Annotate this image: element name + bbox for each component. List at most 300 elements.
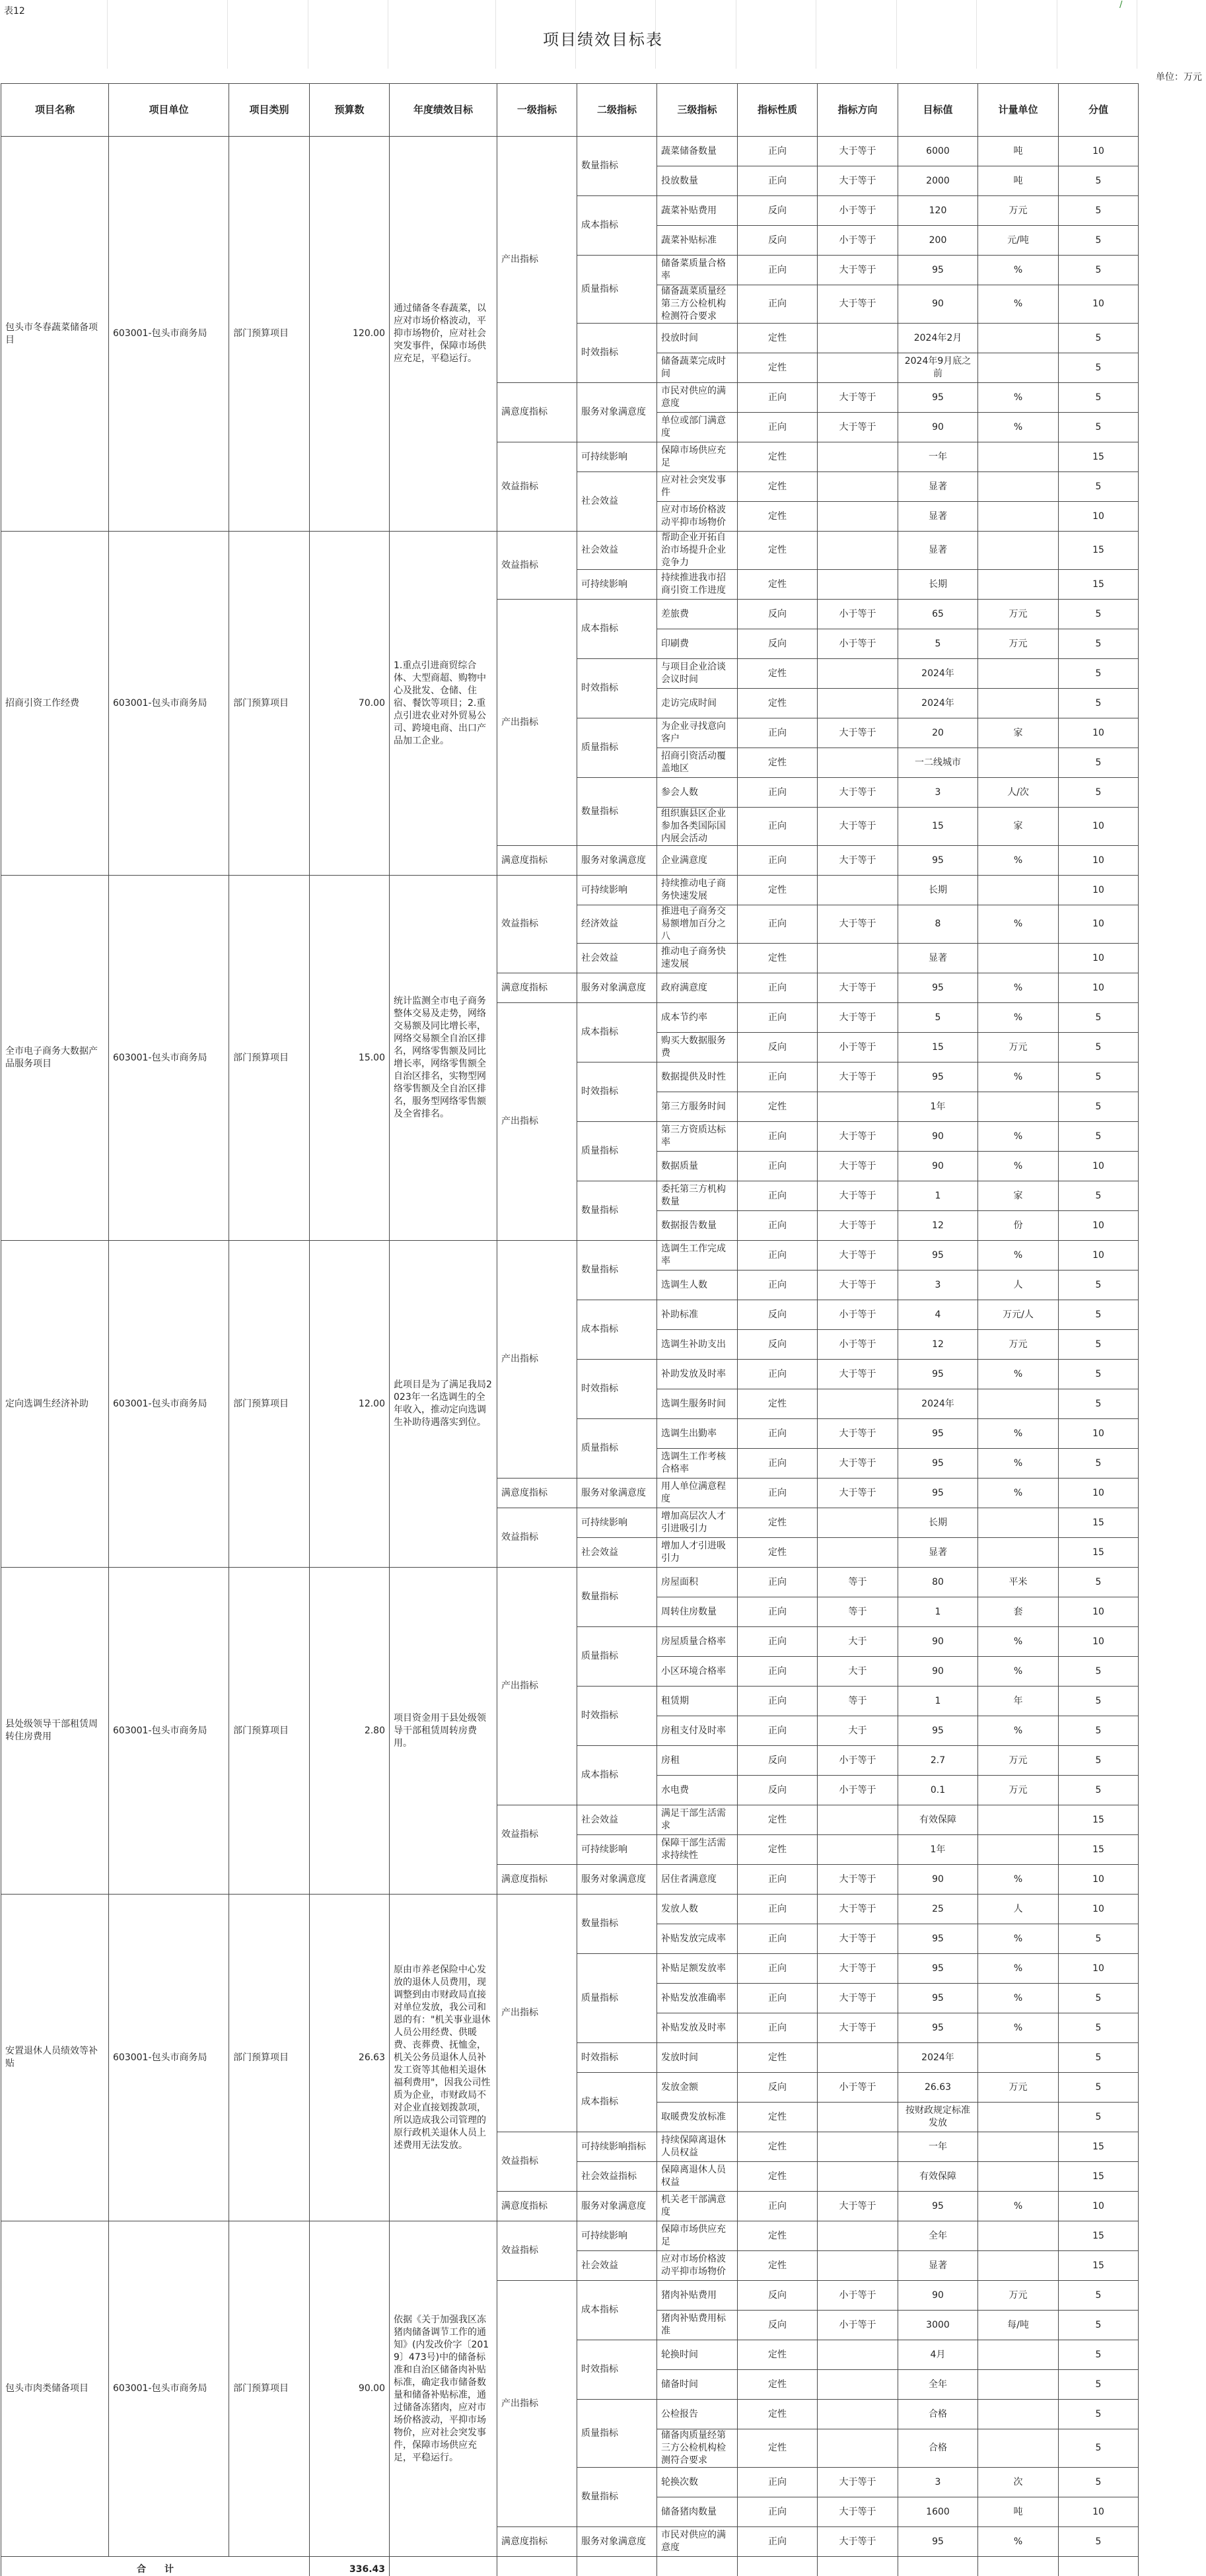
indicator-nature-cell: 正向 xyxy=(738,1271,818,1300)
indicator-direction-cell xyxy=(818,502,898,532)
indicator-direction-cell: 大于等于 xyxy=(818,256,898,285)
measure-unit-cell xyxy=(978,1092,1059,1122)
target-value-cell: 显著 xyxy=(898,1538,978,1568)
indicator-nature-cell: 反向 xyxy=(738,1330,818,1360)
level3-indicator-cell: 保障市场供应充足 xyxy=(657,442,738,472)
project-name-cell: 定向选调生经济补助 xyxy=(1,1241,109,1568)
measure-unit-cell xyxy=(978,2340,1059,2370)
indicator-direction-cell: 小于等于 xyxy=(818,2311,898,2340)
score-cell: 5 xyxy=(1059,659,1139,689)
target-value-cell: 3000 xyxy=(898,2311,978,2340)
score-cell: 5 xyxy=(1059,689,1139,718)
target-value-cell: 按财政规定标准发放 xyxy=(898,2103,978,2132)
header-cell: 项目类别 xyxy=(229,84,310,137)
level2-indicator-cell: 可持续影响 xyxy=(577,876,657,905)
indicator-direction-cell: 大于等于 xyxy=(818,2013,898,2043)
measure-unit-cell: % xyxy=(978,285,1059,324)
indicator-direction-cell xyxy=(818,472,898,502)
measure-unit-cell xyxy=(978,502,1059,532)
target-value-cell: 2024年 xyxy=(898,2043,978,2073)
level3-indicator-cell: 增加高层次人才引进吸引力 xyxy=(657,1508,738,1538)
indicator-direction-cell: 小于等于 xyxy=(818,1330,898,1360)
target-value-cell: 1 xyxy=(898,1181,978,1211)
measure-unit-cell xyxy=(978,2043,1059,2073)
project-name-cell: 包头市冬春蔬菜储备项目 xyxy=(1,137,109,532)
level3-indicator-cell: 推进电子商务交易额增加百分之八 xyxy=(657,905,738,944)
indicator-direction-cell: 大于等于 xyxy=(818,1003,898,1033)
target-value-cell: 80 xyxy=(898,1568,978,1597)
empty-cell xyxy=(818,2557,898,2576)
target-value-cell: 有效保障 xyxy=(898,2162,978,2192)
level2-indicator-cell: 可持续影响指标 xyxy=(577,2132,657,2162)
level3-indicator-cell: 政府满意度 xyxy=(657,973,738,1003)
budget-cell: 2.80 xyxy=(310,1568,390,1895)
target-value-cell: 2024年 xyxy=(898,1389,978,1419)
project-category-cell: 部门预算项目 xyxy=(229,137,310,532)
measure-unit-cell: % xyxy=(978,1657,1059,1687)
score-cell: 5 xyxy=(1059,353,1139,383)
project-name-cell: 全市电子商务大数据产品服务项目 xyxy=(1,876,109,1241)
measure-unit-cell: 万元 xyxy=(978,2281,1059,2311)
level3-indicator-cell: 走访完成时间 xyxy=(657,689,738,718)
level3-indicator-cell: 增加人才引进吸引力 xyxy=(657,1538,738,1568)
level3-indicator-cell: 保障干部生活需求持续性 xyxy=(657,1835,738,1865)
level1-indicator-cell: 效益指标 xyxy=(497,442,577,532)
total-amount: 336.43 xyxy=(310,2557,390,2576)
score-cell: 5 xyxy=(1059,2103,1139,2132)
level3-indicator-cell: 轮换时间 xyxy=(657,2340,738,2370)
empty-cell xyxy=(577,2557,657,2576)
indicator-direction-cell: 等于 xyxy=(818,1597,898,1627)
score-cell: 5 xyxy=(1059,2429,1139,2468)
indicator-nature-cell: 正向 xyxy=(738,1152,818,1181)
indicator-nature-cell: 反向 xyxy=(738,2281,818,2311)
indicator-direction-cell: 大于等于 xyxy=(818,2527,898,2557)
budget-cell: 90.00 xyxy=(310,2221,390,2557)
level3-indicator-cell: 投放数量 xyxy=(657,166,738,196)
indicator-direction-cell: 小于等于 xyxy=(818,226,898,256)
score-cell: 5 xyxy=(1059,256,1139,285)
indicator-direction-cell: 大于等于 xyxy=(818,1062,898,1092)
target-value-cell: 95 xyxy=(898,1241,978,1271)
indicator-nature-cell: 定性 xyxy=(738,1389,818,1419)
indicator-nature-cell: 定性 xyxy=(738,748,818,778)
indicator-direction-cell: 大于等于 xyxy=(818,846,898,876)
table-row xyxy=(1,1895,1139,1924)
score-cell: 15 xyxy=(1059,1835,1139,1865)
level2-indicator-cell: 可持续影响 xyxy=(577,442,657,472)
score-cell: 5 xyxy=(1059,748,1139,778)
header-cell: 分值 xyxy=(1059,84,1139,137)
indicator-nature-cell: 正向 xyxy=(738,846,818,876)
measure-unit-cell: 吨 xyxy=(978,2497,1059,2527)
level3-indicator-cell: 周转住房数量 xyxy=(657,1597,738,1627)
target-value-cell: 长期 xyxy=(898,1508,978,1538)
indicator-direction-cell xyxy=(818,2251,898,2281)
measure-unit-cell: % xyxy=(978,1984,1059,2013)
indicator-direction-cell: 大于等于 xyxy=(818,383,898,413)
measure-unit-cell: 平米 xyxy=(978,1568,1059,1597)
target-value-cell: 显著 xyxy=(898,472,978,502)
level1-indicator-cell: 满意度指标 xyxy=(497,973,577,1003)
indicator-direction-cell: 大于等于 xyxy=(818,1984,898,2013)
level2-indicator-cell: 质量指标 xyxy=(577,1419,657,1479)
target-value-cell: 2000 xyxy=(898,166,978,196)
indicator-direction-cell: 大于 xyxy=(818,1657,898,1687)
score-cell: 5 xyxy=(1059,600,1139,629)
annual-goal-cell: 原由市养老保险中心发放的退休人员费用，现调整到由市财政局直接对单位发放，我公司和恩的有："机关事业退休人员公用经费、供暖费、丧葬费、抚恤金，机关公务员退休人员补发工资等其他相关退休福利费用"，因我公司性质为企业，市财政局不对企业直接划拨款项，所以造成我公司管理的原行政机关退休人员上述费用无法发放。 xyxy=(390,1895,497,2221)
level2-indicator-cell: 数量指标 xyxy=(577,1241,657,1300)
project-name-cell: 安置退休人员绩效等补贴 xyxy=(1,1895,109,2221)
measure-unit-cell: 万元/人 xyxy=(978,1300,1059,1330)
indicator-direction-cell: 大于等于 xyxy=(818,166,898,196)
target-value-cell: 12 xyxy=(898,1211,978,1241)
level2-indicator-cell: 可持续影响 xyxy=(577,570,657,600)
target-value-cell: 90 xyxy=(898,1627,978,1657)
level1-indicator-cell: 满意度指标 xyxy=(497,1865,577,1895)
header-cell: 项目单位 xyxy=(109,84,229,137)
indicator-direction-cell xyxy=(818,2043,898,2073)
level2-indicator-cell: 成本指标 xyxy=(577,1746,657,1805)
project-unit-cell: 603001-包头市商务局 xyxy=(109,1895,229,2221)
target-value-cell: 长期 xyxy=(898,570,978,600)
indicator-nature-cell: 正向 xyxy=(738,1003,818,1033)
indicator-direction-cell: 大于等于 xyxy=(818,413,898,442)
budget-cell: 15.00 xyxy=(310,876,390,1241)
indicator-nature-cell: 正向 xyxy=(738,1627,818,1657)
measure-unit-cell: 每/吨 xyxy=(978,2311,1059,2340)
level3-indicator-cell: 房屋质量合格率 xyxy=(657,1627,738,1657)
indicator-direction-cell: 大于等于 xyxy=(818,1241,898,1271)
measure-unit-cell: % xyxy=(978,2527,1059,2557)
level1-indicator-cell: 效益指标 xyxy=(497,876,577,973)
level3-indicator-cell: 保障离退休人员权益 xyxy=(657,2162,738,2192)
level3-indicator-cell: 储备猪肉数量 xyxy=(657,2497,738,2527)
target-value-cell: 一年 xyxy=(898,2132,978,2162)
level2-indicator-cell: 数量指标 xyxy=(577,1895,657,1954)
target-value-cell: 95 xyxy=(898,1062,978,1092)
target-value-cell: 90 xyxy=(898,1657,978,1687)
score-cell: 5 xyxy=(1059,1033,1139,1062)
level3-indicator-cell: 猪肉补贴费用标准 xyxy=(657,2311,738,2340)
measure-unit-cell: 次 xyxy=(978,2468,1059,2497)
measure-unit-cell: 万元 xyxy=(978,1033,1059,1062)
measure-unit-cell: % xyxy=(978,905,1059,944)
indicator-nature-cell: 反向 xyxy=(738,1746,818,1776)
score-cell: 5 xyxy=(1059,226,1139,256)
score-cell: 10 xyxy=(1059,502,1139,532)
header-cell: 三级指标 xyxy=(657,84,738,137)
score-cell: 10 xyxy=(1059,905,1139,944)
indicator-nature-cell: 定性 xyxy=(738,659,818,689)
target-value-cell: 1年 xyxy=(898,1835,978,1865)
indicator-nature-cell: 正向 xyxy=(738,256,818,285)
measure-unit-cell: % xyxy=(978,846,1059,876)
level2-indicator-cell: 时效指标 xyxy=(577,1360,657,1419)
level2-indicator-cell: 社会效益 xyxy=(577,1805,657,1835)
indicator-nature-cell: 正向 xyxy=(738,1895,818,1924)
indicator-direction-cell: 大于等于 xyxy=(818,1152,898,1181)
level1-indicator-cell: 产出指标 xyxy=(497,1568,577,1805)
score-cell: 5 xyxy=(1059,1360,1139,1389)
indicator-direction-cell xyxy=(818,1389,898,1419)
target-value-cell: 90 xyxy=(898,2281,978,2311)
score-cell: 5 xyxy=(1059,1746,1139,1776)
level3-indicator-cell: 轮换次数 xyxy=(657,2468,738,2497)
measure-unit-cell: 年 xyxy=(978,1687,1059,1716)
score-cell: 5 xyxy=(1059,413,1139,442)
indicator-nature-cell: 定性 xyxy=(738,353,818,383)
indicator-nature-cell: 正向 xyxy=(738,1449,818,1479)
annual-goal-cell: 通过储备冬春蔬菜，以应对市场价格波动，平抑市场物价，应对社会突发事件，保障市场供应充足，平稳运行。 xyxy=(390,137,497,532)
indicator-direction-cell xyxy=(818,2132,898,2162)
target-value-cell: 1 xyxy=(898,1597,978,1627)
level3-indicator-cell: 单位或部门满意度 xyxy=(657,413,738,442)
score-cell: 5 xyxy=(1059,1776,1139,1805)
level3-indicator-cell: 应对社会突发事件 xyxy=(657,472,738,502)
level3-indicator-cell: 补贴足额发放率 xyxy=(657,1954,738,1984)
indicator-direction-cell: 大于 xyxy=(818,1716,898,1746)
project-unit-cell: 603001-包头市商务局 xyxy=(109,1241,229,1568)
level2-indicator-cell: 时效指标 xyxy=(577,659,657,718)
indicator-direction-cell: 小于等于 xyxy=(818,1300,898,1330)
indicator-direction-cell xyxy=(818,1805,898,1835)
indicator-nature-cell: 正向 xyxy=(738,1865,818,1895)
indicator-direction-cell xyxy=(818,944,898,973)
indicator-direction-cell: 大于等于 xyxy=(818,1360,898,1389)
level2-indicator-cell: 成本指标 xyxy=(577,1003,657,1062)
target-value-cell: 合格 xyxy=(898,2429,978,2468)
level3-indicator-cell: 选调生工作完成率 xyxy=(657,1241,738,1271)
score-cell: 5 xyxy=(1059,1687,1139,1716)
level3-indicator-cell: 满足干部生活需求 xyxy=(657,1805,738,1835)
indicator-nature-cell: 正向 xyxy=(738,2192,818,2221)
score-cell: 15 xyxy=(1059,1508,1139,1538)
indicator-nature-cell: 定性 xyxy=(738,2103,818,2132)
indicator-nature-cell: 正向 xyxy=(738,718,818,748)
level2-indicator-cell: 社会效益 xyxy=(577,2251,657,2281)
budget-cell: 120.00 xyxy=(310,137,390,532)
measure-unit-cell: 万元 xyxy=(978,196,1059,226)
indicator-direction-cell: 小于等于 xyxy=(818,629,898,659)
score-cell: 5 xyxy=(1059,324,1139,353)
project-name-cell: 县处级领导干部租赁周转住房费用 xyxy=(1,1568,109,1895)
level3-indicator-cell: 选调生服务时间 xyxy=(657,1389,738,1419)
indicator-nature-cell: 正向 xyxy=(738,778,818,808)
measure-unit-cell xyxy=(978,2132,1059,2162)
level2-indicator-cell: 数量指标 xyxy=(577,2468,657,2527)
indicator-direction-cell xyxy=(818,689,898,718)
score-cell: 5 xyxy=(1059,1449,1139,1479)
score-cell: 15 xyxy=(1059,1538,1139,1568)
level1-indicator-cell: 满意度指标 xyxy=(497,383,577,442)
score-cell: 5 xyxy=(1059,778,1139,808)
indicator-nature-cell: 正向 xyxy=(738,285,818,324)
level2-indicator-cell: 时效指标 xyxy=(577,2340,657,2400)
target-value-cell: 95 xyxy=(898,1924,978,1954)
target-value-cell: 90 xyxy=(898,413,978,442)
project-unit-cell: 603001-包头市商务局 xyxy=(109,137,229,532)
indicator-direction-cell xyxy=(818,2370,898,2400)
indicator-nature-cell: 正向 xyxy=(738,413,818,442)
target-value-cell: 95 xyxy=(898,1479,978,1508)
score-cell: 15 xyxy=(1059,570,1139,600)
level1-indicator-cell: 效益指标 xyxy=(497,2221,577,2281)
level3-indicator-cell: 补贴发放完成率 xyxy=(657,1924,738,1954)
measure-unit-cell: % xyxy=(978,1062,1059,1092)
indicator-nature-cell: 定性 xyxy=(738,2340,818,2370)
score-cell: 5 xyxy=(1059,1092,1139,1122)
table-row xyxy=(1,1568,1139,1597)
measure-unit-cell xyxy=(978,659,1059,689)
indicator-nature-cell: 正向 xyxy=(738,166,818,196)
indicator-direction-cell: 小于等于 xyxy=(818,1776,898,1805)
indicator-direction-cell: 大于等于 xyxy=(818,1895,898,1924)
score-cell: 10 xyxy=(1059,1211,1139,1241)
level2-indicator-cell: 成本指标 xyxy=(577,2281,657,2340)
score-cell: 5 xyxy=(1059,472,1139,502)
indicator-nature-cell: 定性 xyxy=(738,2429,818,2468)
measure-unit-cell: % xyxy=(978,1419,1059,1449)
level3-indicator-cell: 猪肉补贴费用 xyxy=(657,2281,738,2311)
indicator-nature-cell: 正向 xyxy=(738,1062,818,1092)
indicator-nature-cell: 反向 xyxy=(738,1033,818,1062)
indicator-nature-cell: 正向 xyxy=(738,1657,818,1687)
score-cell: 5 xyxy=(1059,1924,1139,1954)
header-cell: 二级指标 xyxy=(577,84,657,137)
measure-unit-cell: % xyxy=(978,1924,1059,1954)
level3-indicator-cell: 蔬菜储备数量 xyxy=(657,137,738,166)
indicator-direction-cell xyxy=(818,570,898,600)
indicator-direction-cell: 大于等于 xyxy=(818,1449,898,1479)
level3-indicator-cell: 参会人数 xyxy=(657,778,738,808)
level3-indicator-cell: 补贴发放及时率 xyxy=(657,2013,738,2043)
level2-indicator-cell: 数量指标 xyxy=(577,1568,657,1627)
measure-unit-cell: % xyxy=(978,1360,1059,1389)
indicator-direction-cell: 小于等于 xyxy=(818,1746,898,1776)
measure-unit-cell xyxy=(978,532,1059,570)
indicator-direction-cell: 大于等于 xyxy=(818,1865,898,1895)
indicator-nature-cell: 正向 xyxy=(738,2497,818,2527)
measure-unit-cell: 家 xyxy=(978,808,1059,846)
indicator-nature-cell: 定性 xyxy=(738,2370,818,2400)
indicator-nature-cell: 正向 xyxy=(738,137,818,166)
target-value-cell: 长期 xyxy=(898,876,978,905)
target-value-cell: 2024年 xyxy=(898,689,978,718)
score-cell: 15 xyxy=(1059,2132,1139,2162)
score-cell: 5 xyxy=(1059,629,1139,659)
indicator-direction-cell: 大于等于 xyxy=(818,718,898,748)
indicator-nature-cell: 定性 xyxy=(738,1092,818,1122)
level2-indicator-cell: 数量指标 xyxy=(577,778,657,846)
indicator-direction-cell: 大于等于 xyxy=(818,1181,898,1211)
target-value-cell: 95 xyxy=(898,1419,978,1449)
measure-unit-cell: % xyxy=(978,413,1059,442)
level3-indicator-cell: 取暖费发放标准 xyxy=(657,2103,738,2132)
table-row xyxy=(1,137,1139,166)
indicator-direction-cell: 小于等于 xyxy=(818,196,898,226)
measure-unit-cell xyxy=(978,2400,1059,2429)
measure-unit-cell xyxy=(978,2370,1059,2400)
level3-indicator-cell: 水电费 xyxy=(657,1776,738,1805)
measure-unit-cell: 家 xyxy=(978,718,1059,748)
annual-goal-cell: 依据《关于加强我区冻猪肉储备调节工作的通知》(内发改价字〔2019〕473号)中的储备标准和自治区储备肉补贴标准，确定我市储备数量和储备补贴标准，通过储备冻猪肉，应对市场价格波动，平抑市场物价，应对社会突发事件，保障市场供应充足，平稳运行。 xyxy=(390,2221,497,2557)
level3-indicator-cell: 第三方服务时间 xyxy=(657,1092,738,1122)
level1-indicator-cell: 产出指标 xyxy=(497,2281,577,2527)
score-cell: 10 xyxy=(1059,2192,1139,2221)
score-cell: 5 xyxy=(1059,2370,1139,2400)
target-value-cell: 显著 xyxy=(898,502,978,532)
measure-unit-cell: % xyxy=(978,1449,1059,1479)
indicator-direction-cell xyxy=(818,2221,898,2251)
target-value-cell: 5 xyxy=(898,1003,978,1033)
score-cell: 5 xyxy=(1059,1568,1139,1597)
indicator-nature-cell: 反向 xyxy=(738,2311,818,2340)
score-cell: 10 xyxy=(1059,973,1139,1003)
measure-unit-cell xyxy=(978,689,1059,718)
header-cell: 年度绩效目标 xyxy=(390,84,497,137)
target-value-cell: 200 xyxy=(898,226,978,256)
indicator-nature-cell: 正向 xyxy=(738,1568,818,1597)
target-value-cell: 2024年9月底之前 xyxy=(898,353,978,383)
project-name-cell: 包头市肉类储备项目 xyxy=(1,2221,109,2557)
indicator-nature-cell: 正向 xyxy=(738,2013,818,2043)
level3-indicator-cell: 储备蔬菜完成时间 xyxy=(657,353,738,383)
target-value-cell: 90 xyxy=(898,1865,978,1895)
indicator-direction-cell: 大于等于 xyxy=(818,808,898,846)
level1-indicator-cell: 满意度指标 xyxy=(497,1479,577,1508)
target-value-cell: 显著 xyxy=(898,532,978,570)
level3-indicator-cell: 企业满意度 xyxy=(657,846,738,876)
indicator-direction-cell xyxy=(818,353,898,383)
measure-unit-cell: % xyxy=(978,1865,1059,1895)
level3-indicator-cell: 为企业寻找意向客户 xyxy=(657,718,738,748)
measure-unit-cell: 人 xyxy=(978,1271,1059,1300)
level3-indicator-cell: 房租 xyxy=(657,1746,738,1776)
level3-indicator-cell: 市民对供应的满意度 xyxy=(657,2527,738,2557)
level2-indicator-cell: 服务对象满意度 xyxy=(577,383,657,442)
indicator-nature-cell: 定性 xyxy=(738,2043,818,2073)
level2-indicator-cell: 质量指标 xyxy=(577,256,657,324)
header-cell: 指标性质 xyxy=(738,84,818,137)
level3-indicator-cell: 选调生补助支出 xyxy=(657,1330,738,1360)
indicator-direction-cell: 大于等于 xyxy=(818,1271,898,1300)
measure-unit-cell: 元/吨 xyxy=(978,226,1059,256)
target-value-cell: 120 xyxy=(898,196,978,226)
target-value-cell: 95 xyxy=(898,383,978,413)
indicator-direction-cell: 大于等于 xyxy=(818,1211,898,1241)
indicator-nature-cell: 正向 xyxy=(738,1954,818,1984)
level1-indicator-cell: 产出指标 xyxy=(497,137,577,383)
level2-indicator-cell: 质量指标 xyxy=(577,1122,657,1181)
indicator-nature-cell: 正向 xyxy=(738,973,818,1003)
header-cell: 预算数 xyxy=(310,84,390,137)
project-name-cell: 招商引资工作经费 xyxy=(1,532,109,876)
level3-indicator-cell: 数据质量 xyxy=(657,1152,738,1181)
target-value-cell: 26.63 xyxy=(898,2073,978,2103)
target-value-cell: 90 xyxy=(898,285,978,324)
score-cell: 5 xyxy=(1059,2527,1139,2557)
measure-unit-cell: 份 xyxy=(978,1211,1059,1241)
level3-indicator-cell: 持续保障离退休人员权益 xyxy=(657,2132,738,2162)
level3-indicator-cell: 差旅费 xyxy=(657,600,738,629)
measure-unit-cell xyxy=(978,944,1059,973)
level2-indicator-cell: 社会效益 xyxy=(577,1538,657,1568)
indicator-nature-cell: 定性 xyxy=(738,324,818,353)
measure-unit-cell: 人 xyxy=(978,1895,1059,1924)
score-cell: 5 xyxy=(1059,1122,1139,1152)
budget-cell: 70.00 xyxy=(310,532,390,876)
